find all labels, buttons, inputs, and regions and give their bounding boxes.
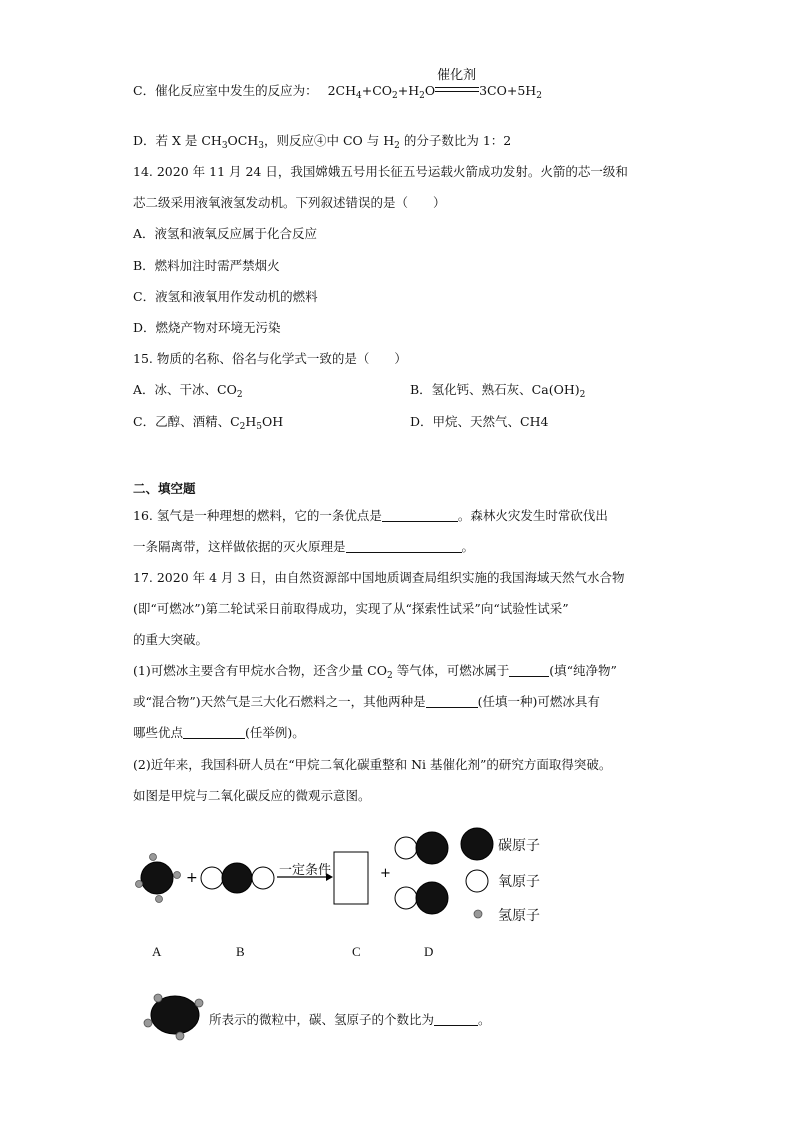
plus-sign-1: + xyxy=(186,870,198,886)
q14-option-d: D．燃烧产物对环境无污染 xyxy=(133,320,281,335)
plus-sign-2: + xyxy=(380,866,391,881)
hydrogen-atom-icon xyxy=(474,910,482,918)
q14-stem-line1: 14. 2020 年 11 月 24 日，我国嫦娥五号用长征五号运载火箭成功发射。火箭的芯一级和 xyxy=(133,164,628,179)
q17-final-question: 所表示的微粒中，碳、氢原子的个数比为 。 xyxy=(209,1012,491,1027)
q17-part1-line1: (1)可燃冰主要含有甲烷水合物，还含少量 $CO_2$ 等气体，可燃冰属于 (填“纯净物” xyxy=(133,663,617,681)
q13-equation: $2CH_4+CO_2+H_2O$ 催化剂 $3CO+5H_2$ xyxy=(327,68,542,101)
reaction-condition-label: 一定条件 xyxy=(279,863,332,878)
molecule-d xyxy=(395,832,448,914)
legend-carbon-label: 碳原子 xyxy=(498,838,540,854)
q17-line2: (即“可燃冰”)第二轮试采日前取得成功，实现了从“探索性试采”向“试验性试采” xyxy=(133,601,569,616)
catalyst-label: 催化剂 xyxy=(437,68,477,83)
molecule-b xyxy=(201,863,274,893)
q17-line1: 17. 2020 年 4 月 3 日，由自然资源部中国地质调查局组织实施的我国海域天然气水合物 xyxy=(133,570,625,585)
label-a: A xyxy=(152,944,162,959)
q17-line3: 的重大突破。 xyxy=(133,632,209,647)
legend-symbols xyxy=(461,828,493,918)
q17-part1-line3: 哪些优点 (任举例)。 xyxy=(133,725,305,740)
q14-option-c: C．液氢和液氧用作发动机的燃料 xyxy=(133,289,318,304)
methane-figure-bottom xyxy=(144,994,203,1040)
section-heading-fill-in: 二、填空题 xyxy=(133,481,196,496)
molecule-c-box xyxy=(334,852,368,904)
molecule-a xyxy=(136,854,181,903)
carbon-atom-icon xyxy=(461,828,493,860)
label-b: B xyxy=(236,944,245,959)
label-d: D xyxy=(424,944,434,959)
q15-option-a: A．冰、干冰、$CO_2$ xyxy=(133,382,243,400)
legend-oxygen-label: 氧原子 xyxy=(498,874,540,890)
q16-line2: 一条隔离带，这样做依据的灭火原理是 。 xyxy=(133,539,475,554)
q14-option-b: B．燃料加注时需严禁烟火 xyxy=(133,258,280,273)
q15-stem: 15. 物质的名称、俗名与化学式一致的是（ ） xyxy=(133,351,407,366)
q17-part2-line1: (2)近年来，我国科研人员在“甲烷二氧化碳重整和 Ni 基催化剂”的研究方面取得突破。 xyxy=(133,757,612,772)
q17-blank-4[interactable] xyxy=(434,1013,478,1026)
q14-option-a: A．液氢和液氧反应属于化合反应 xyxy=(133,226,318,241)
label-c: C xyxy=(352,944,361,959)
q14-stem-line2: 芯二级采用液氧液氢发动机。下列叙述错误的是（ ） xyxy=(133,195,446,210)
q13-option-d: D．若 X 是 $CH_3OCH_3$，则反应④中 CO 与 $H_2$ 的分子数比为 1：2 xyxy=(133,133,512,151)
oxygen-atom-icon xyxy=(466,870,488,892)
q17-part2-line2: 如图是甲烷与二氧化碳反应的微观示意图。 xyxy=(133,788,371,803)
q13-option-c-prefix: C．催化反应室中发生的反应为： xyxy=(133,83,318,98)
q15-option-d: D．甲烷、天然气、CH4 xyxy=(410,414,549,429)
legend-hydrogen-label: 氢原子 xyxy=(498,908,540,924)
q15-option-c: C．乙醇、酒精、$C_2H_5OH$ xyxy=(133,414,284,432)
q16-line1: 16. 氢气是一种理想的燃料，它的一条优点是 。森林火灾发生时常砍伐出 xyxy=(133,508,608,523)
q17-part1-line2: 或“混合物”)天然气是三大化石燃料之一，其他两种是 (任填一种)可燃冰具有 xyxy=(133,694,600,709)
q15-option-b: B．氢化钙、熟石灰、$Ca(OH)_2$ xyxy=(410,382,586,400)
